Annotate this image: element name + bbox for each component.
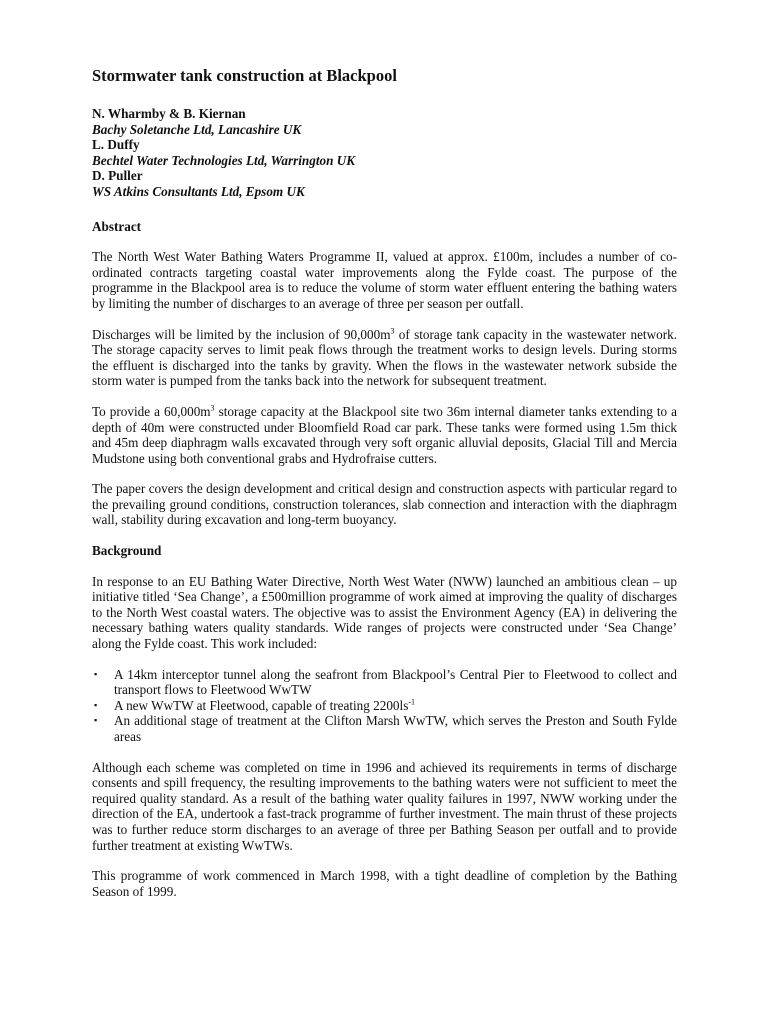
background-paragraph-1: In response to an EU Bathing Water Directive, North West Water (NWW) launched an ambitious clean – up initiative titled ‘Sea Change’, a £500million programme of work aimed at improving the quality of discharges to the North West coastal waters. The objective was to assist the Environment Agency (EA) in delivering the necessary bathing waters quality standards. Wide ranges of projects were constructed under ‘Sea Change’ along the Fylde coast. This work included: [92,573,677,652]
author-name: N. Wharmby & B. Kiernan [92,106,246,121]
paper-page [92,66,677,899]
list-item [92,713,677,744]
text-run: of storage tank capacity in the wastewater network. The storage capacity serves to limit peak flows through the treatment works to design levels. During storms the effluent is discharged into the tanks by gravity. When the flows in the wastewater network subside the storm water is pumped from the tanks back into the network for subsequent treatment. [92,326,677,389]
list-item-text: An additional stage of treatment at the Clifton Marsh WwTW, which serves the Preston and South Fylde areas [114,713,677,744]
author-affiliation: WS Atkins Consultants Ltd, Epsom UK [92,183,305,199]
bullet-list [92,667,677,745]
bullet-icon: ▪ [94,715,98,726]
abstract-paragraph-4: The paper covers the design development and critical design and construction aspects with particular regard to the prevailing ground conditions, construction tolerances, slab connection and interaction with the diaphragm wall, stability during excavation and long-term buoyancy. [92,481,677,528]
text-run: To provide a 60,000m [92,403,211,419]
author-block [92,106,677,200]
bullet-icon: ▪ [94,668,98,679]
abstract-heading: Abstract [92,218,142,234]
bullet-icon: ▪ [94,699,98,710]
text-run: Discharges will be limited by the inclusion of 90,000m [92,326,391,342]
superscript: 3 [210,403,215,413]
superscript: -1 [408,697,415,707]
list-item-text: A new WwTW at Fleetwood, capable of treating 2200ls [114,697,409,713]
paper-title: Stormwater tank construction at Blackpool [92,66,397,85]
author-affiliation: Bechtel Water Technologies Ltd, Warrington UK [92,152,356,168]
list-item-text: A 14km interceptor tunnel along the seafront from Blackpool’s Central Pier to Fleetwood to collect and transport flows to Fleetwood WwTW [114,666,677,698]
abstract-paragraph-3 [92,404,677,466]
superscript: 3 [390,326,395,336]
author-affiliation: Bachy Soletanche Ltd, Lancashire UK [92,121,302,137]
abstract-paragraph-1: The North West Water Bathing Waters Programme II, valued at approx. £100m, includes a number of co-ordinated contracts targeting coastal water improvements along the Fylde coast. The purpose of the programme in the Blackpool area is to reduce the volume of storm water effluent entering the bathing waters by limiting the number of discharges to an average of three per season per outfall. [92,249,677,311]
abstract-paragraph-2 [92,327,677,389]
text-run: storage capacity at the Blackpool site two 36m internal diameter tanks extending to a depth of 40m were constructed under Bloomfield Road car park. These tanks were formed using 1.5m thick and 45m deep diaphragm walls excavated through very soft organic alluvial deposits, Glacial Till and Mercia Mudstone using both conventional grabs and Hydrofraise cutters. [92,403,677,466]
list-item [92,667,677,698]
author-name: L. Duffy [92,137,140,153]
background-heading: Background [92,543,162,559]
background-paragraph-2: Although each scheme was completed on time in 1996 and achieved its requirements in terms of discharge consents and spill frequency, the resulting improvements to the bathing waters were not sufficient to meet the required quality standard. As a result of the bathing water quality failures in 1997, NWW working under the direction of the EA, undertook a fast-track programme of further investment. The main thrust of these projects was to further reduce storm discharges to an average of three per Bathing Season per outfall and to provide further treatment at existing WwTWs. [92,759,677,853]
list-item [92,698,677,714]
author-name: D. Puller [92,168,143,184]
background-paragraph-3: This programme of work commenced in March 1998, with a tight deadline of completion by the Bathing Season of 1999. [92,868,677,899]
